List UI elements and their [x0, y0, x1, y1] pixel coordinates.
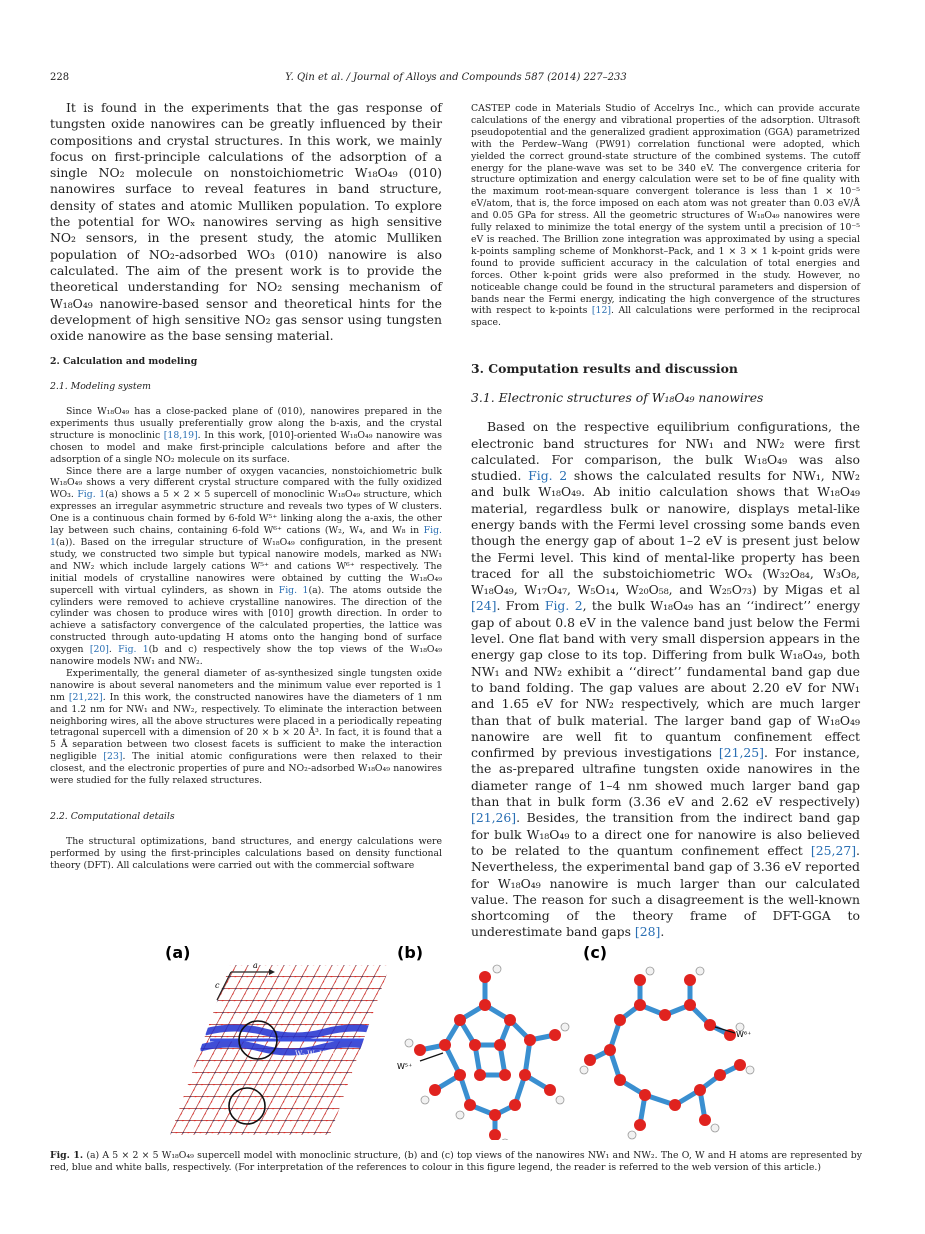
citation-link[interactable]: [21,26] — [471, 810, 517, 826]
axis-c-label: c — [215, 981, 220, 990]
w5-label: W⁵⁺ — [397, 1062, 413, 1071]
citation-link[interactable]: [18,19] — [163, 429, 198, 441]
w6-label: W⁶⁺ — [736, 1030, 752, 1039]
w-cluster-labels: W₂ W₄ W₈ W₄ — [295, 1050, 342, 1058]
panel-label-a: (a) — [165, 943, 191, 962]
paragraph-2-2-continued: CASTEP code in Materials Studio of Accelrys Inc., which can provide accurate calculations of the energy and vibrational properties of the adsorption. Ultrasoft pseudopotential and the generalized gradient approximation (GGA) parametrized with the Perdew–Wang (PW91) correlation functional were adopted, which yielded the correct ground-state structure of the combined systems. The cutoff energy for the plane-wave was set to be 340 eV. The convergence criteria for structure optimization and energy calculation were set to be of fine quality with the maximum root-mean-square convergent tolerance is less than 1 × 10⁻⁵ eV/atom, that is, the force imposed on each atom was not greater than 0.03 eV/Å and 0.05 GPa for stress. All the geometric structures of W₁₈O₄₉ nanowires were fully relaxed to minimize the total energy of the system until a precision of 10⁻⁵ eV is reached. The Brillion zone integration was approximated by using a special k-points sampling scheme of Monkhorst–Pack, and 1 × 3 × 1 k-point grids were found to provide sufficient accuracy in the calculation of total energies and forces. Other k-point grids were also preformed in the study. However, no noticeable change could be found in the structural parameters and dispersion of bands near the Fermi energy, indicating the high convergence of the structures with respect to k-points [12]. All calculations were performed in the reciprocal space. — [471, 103, 860, 329]
panel-label-b: (b) — [397, 943, 424, 962]
citation-link[interactable]: [28] — [634, 924, 661, 940]
axis-a-label: a — [253, 961, 258, 970]
citation-link[interactable]: [24] — [471, 598, 497, 614]
left-column — [50, 100, 442, 344]
nanowire-nw2 — [580, 967, 754, 1139]
section-3-heading: 3. Computation results and discussion — [471, 361, 738, 377]
caption-label: Fig. 1. — [50, 1150, 84, 1161]
citation-link[interactable]: [20] — [89, 644, 109, 656]
panel-label-c: (c) — [583, 943, 608, 962]
citation-link[interactable]: [21,25] — [718, 745, 765, 761]
nanowire-nw1 — [397, 965, 569, 1140]
citation-link[interactable]: [25,27] — [810, 842, 857, 858]
figure-1 — [165, 940, 765, 1140]
section-2-heading: 2. Calculation and modeling — [50, 356, 198, 367]
paragraph-2-1-c: Experimentally, the general diameter of as-synthesized single tungsten oxide nanowire is about several nanometers and the minimum value ever reported is 1 nm [21,22]. In this work, the constructed nanowires have the diameters of 1 nm and 1.2 nm for NW₁ and NW₂, respectively. To eliminate the interaction between neighboring wires, all the above structures were placed in a periodically repeating tetragonal supercell with a dimension of 20 × b × 20 Å³. In fact, it is found that a 5 Å separation between two closest facets is sufficient to make the interaction negligible [23]. The initial atomic configurations were then relaxed to their closest, and the electronic properties of pure and NO₂-adsorbed W₁₈O₄₉ nanowires were studied for the fully relaxed structures. — [50, 667, 442, 787]
paragraph-2-1-b: Since there are a large number of oxygen vacancies, nonstoichiometric bulk W₁₈O₄₉ shows a very different crystal structure compared with the fully oxidized WO₃. Fig. 1(a) shows a 5 × 2 × 5 supercell of monoclinic W₁₈O₄₉ structure, which expresses an irregular asymmetric structure and reveals two types of W clusters. One is a continuous chain formed by 6-fold W⁵⁺ linking along the a-axis, the other lay between such chains, containing 6-fold W⁶⁺ cations (W₂, W₄, and W₈ in Fig. 1(a)). Based on the irregular structure of W₁₈O₄₉ configuration, in the present study, we constructed two simple but typical nanowire models, marked as NW₁ and NW₂ which include largely cations W⁵⁺ and cations W⁶⁺ respectively. The initial models of crystalline nanowires were obtained by cutting the W₁₈O₄₉ supercell with virtual cylinders, as shown in Fig. 1(a). The atoms outside the cylinders were removed to achieve crystalline nanowires. The direction of the cylinder was chosen to produce wires with [010] growth direction. In order to achieve a satisfactory convergence of the calculated properties, the lattice was constructed through auto-updating H atoms onto the hanging bond of surface oxygen [20]. Fig. 1(b and c) respectively show the top views of the W₁₈O₄₉ nanowire models NW₁ and NW₂. — [50, 465, 442, 668]
figure-1-caption — [50, 1150, 862, 1174]
figure-link[interactable]: Fig. 1 — [50, 525, 442, 548]
paragraph-2-1-a: Since W₁₈O₄₉ has a close-packed plane of (010), nanowires prepared in the experiments thus usually preferentially grow along the b-axis, and the crystal structure is monoclinic [18,19]. In this work, [010]-oriented W₁₈O₄₉ nanowire was chosen to model and make first-principle calculations before and after the adsorption of a single NO₂ molecule on its surface. — [50, 406, 442, 465]
section-3-1-heading: 3.1. Electronic structures of W₁₈O₄₉ nanowires — [471, 390, 764, 406]
caption-text: (a) A 5 × 2 × 5 W₁₈O₄₉ supercell model with monoclinic structure, (b) and (c) top views of the nanowires NW₁ and NW₂. The O, W and H atoms are represented by red, blue and white balls, respectively. (For interpretation of the references to colour in this figure legend, the reader is referred to the web version of this article.) — [50, 1150, 863, 1173]
intro-paragraph: It is found in the experiments that the gas response of tungsten oxide nanowires can be greatly influenced by their compositions and crystal structures. In this work, we mainly focus on first-principle calculations of the adsorption of a single NO₂ molecule on nonstoichiometric W₁₈O₄₉ (010) nanowires surface to reveal features in band structure, density of states and atomic Mulliken population. To explore the potential for WOₓ nanowires serving as high sensitive NO₂ sensors, in the present study, the atomic Mulliken population of NO₂-adsorbed WO₃ (010) nanowire is also calculated. The aim of the present work is to provide the theoretical understanding for NO₂ sensing mechanism of W₁₈O₄₉ nanowire-based sensor and theoretical hints for the development of high sensitive NO₂ gas sensor using tungsten oxide nanowire as the base sensing material. — [50, 100, 442, 344]
journal-citation: Y. Qin et al. / Journal of Alloys and Compounds 587 (2014) 227–233 — [285, 72, 627, 83]
paragraph-2-2: The structural optimizations, band structures, and energy calculations were performed by using the first-principles calculations based on density functional theory (DFT). All calculations were carried out with the commercial software — [50, 836, 442, 871]
page-number: 228 — [50, 72, 70, 83]
figure-link[interactable]: Fig. 1 — [278, 584, 309, 596]
figure-link[interactable]: Fig. 2 — [528, 468, 568, 484]
paragraph-3-1: Based on the respective equilibrium configurations, the electronic band structures for NW₁ and NW₂ were first calculated. For comparison, the bulk W₁₈O₄₉ was also studied. Fig. 2 shows the calculated results for NW₁, NW₂ and bulk W₁₈O₄₉. Ab initio calculation shows that W₁₈O₄₉ material, regardless bulk or nanowire, displays metal-like energy bands with the Fermi level crossing some bands even though the energy gap of about 1–2 eV is present just below the Fermi level. This kind of mental-like property has been traced for all the substoichiometric WOₓ (W₃₂O₈₄, W₃O₈, W₁₈O₄₉, W₁₇O₄₇, W₅O₁₄, W₂₀O₅₈, and W₂₅O₇₃) by Migas et al [24]. From Fig. 2, the bulk W₁₈O₄₉ has an ‘‘indirect’’ energy gap of about 0.8 eV in the valence band just below the Fermi level. One flat band with very small dispersion appears in the energy gap close to its top. Differing from bulk W₁₈O₄₉, both NW₁ and NW₂ exhibit a ‘‘direct’’ fundamental band gap due to band folding. The gap values are about 2.20 eV for NW₁ and 1.65 eV for NW₂ respectively, which are much larger than that of bulk material. The larger band gap of W₁₈O₄₉ nanowire are well fit to quantum confinement effect confirmed by previous investigations [21,25]. For instance, the as-prepared ultrafine tungsten oxide nanowires in the diameter range of 1–4 nm showed much larger band gap than that in bulk form (3.36 eV and 2.62 eV respectively) [21,26]. Besides, the transition from the indirect band gap for bulk W₁₈O₄₉ to a direct one for nanowire is also believed to be related to the quantum confinement effect [25,27]. Nevertheless, the experimental band gap of 3.36 eV reported for W₁₈O₄₉ nanowire is much larger than our calculated value. The reason for such a disagreement is the well-known shortcoming of the theory frame of DFT-GGA to underestimate band gaps [28]. — [471, 419, 860, 940]
figure-link[interactable]: Fig. 1 — [118, 644, 149, 656]
section-2-2-heading: 2.2. Computational details — [50, 811, 175, 822]
running-header — [50, 72, 862, 88]
citation-link[interactable]: [12] — [591, 305, 611, 317]
left-column-sections — [50, 356, 442, 872]
figure-1-graphic — [165, 940, 765, 1140]
section-2-1-heading: 2.1. Modeling system — [50, 381, 151, 392]
figure-link[interactable]: Fig. 2 — [544, 598, 583, 614]
supercell-lattice — [170, 961, 390, 1135]
citation-link[interactable]: [21,22] — [68, 691, 103, 703]
citation-link[interactable]: [23] — [103, 751, 123, 763]
figure-link[interactable]: Fig. 1 — [77, 489, 106, 501]
right-column — [471, 103, 860, 941]
